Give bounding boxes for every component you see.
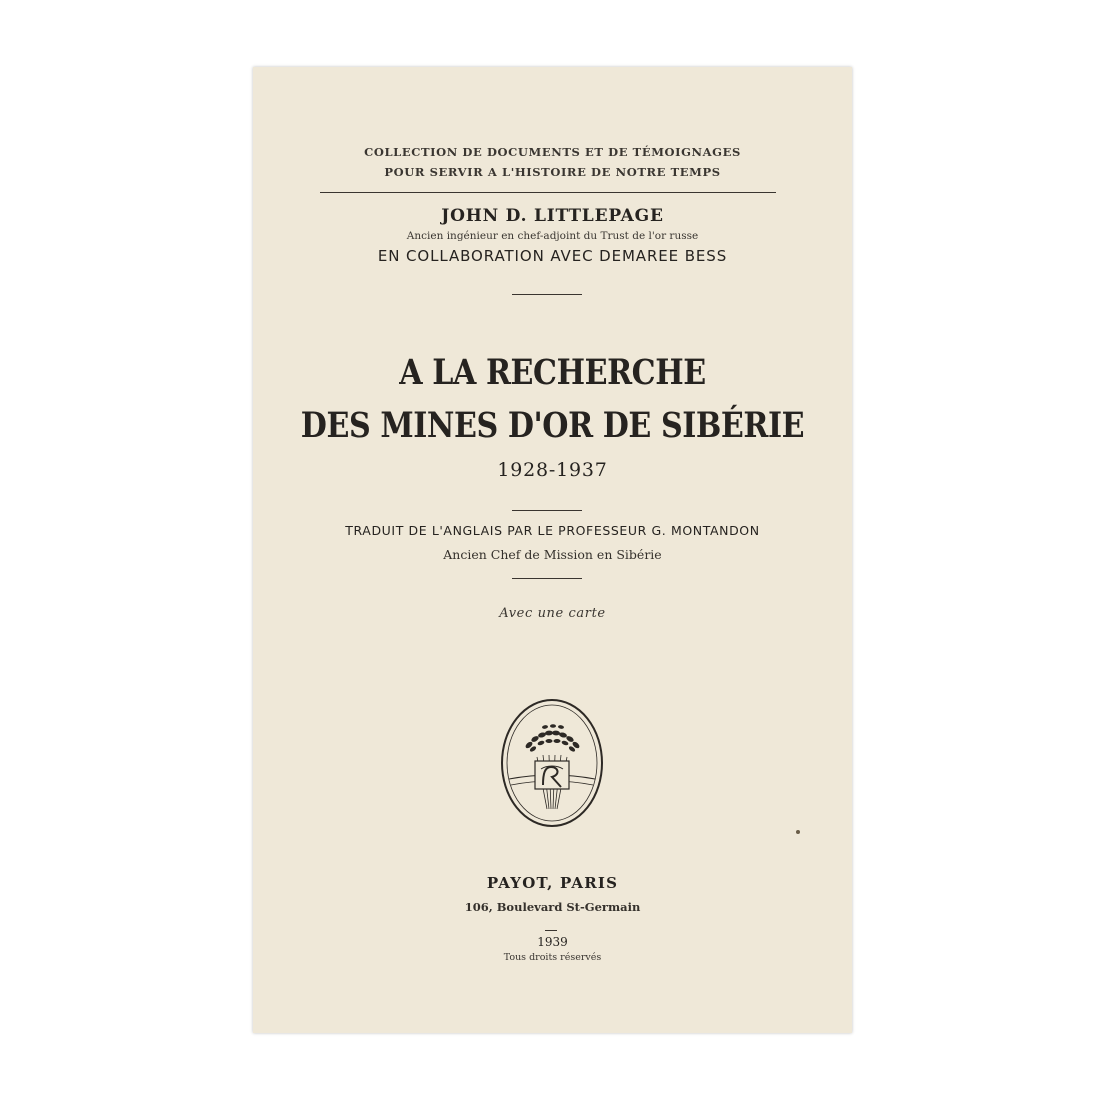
author-role: Ancien ingénieur en chef-adjoint du Trust de l'or russe (406, 230, 699, 242)
series-divider (320, 192, 776, 193)
series-line-2: POUR SERVIR A L'HISTOIRE DE NOTRE TEMPS (384, 165, 721, 179)
publisher-divider (545, 930, 557, 931)
book-years: 1928-1937 (497, 459, 608, 481)
book-title-line-1: A LA RECHERCHE (399, 352, 706, 393)
title-page (253, 67, 852, 1033)
author-name: JOHN D. LITTLEPAGE (441, 206, 664, 226)
translator-line: TRADUIT DE L'ANGLAIS PAR LE PROFESSEUR G. MONTANDON (345, 523, 760, 538)
publisher-address: 106, Boulevard St-Germain (464, 900, 641, 914)
title-divider (512, 510, 582, 511)
translator-divider (512, 578, 582, 579)
wheat-sheaf-emblem-icon (499, 697, 605, 829)
publisher-name: PAYOT, PARIS (486, 874, 619, 892)
rights-notice: Tous droits réservés (503, 952, 602, 963)
author-divider (512, 294, 582, 295)
collaboration-line: EN COLLABORATION AVEC DEMAREE BESS (377, 247, 728, 265)
map-note: Avec une carte (499, 606, 606, 621)
paper-speck (796, 830, 800, 834)
book-title-line-2: DES MINES D'OR DE SIBÉRIE (300, 405, 805, 446)
translator-role: Ancien Chef de Mission en Sibérie (443, 547, 662, 562)
publication-year: 1939 (537, 935, 568, 949)
series-line-1: COLLECTION DE DOCUMENTS ET DE TÉMOIGNAGES (364, 145, 741, 159)
